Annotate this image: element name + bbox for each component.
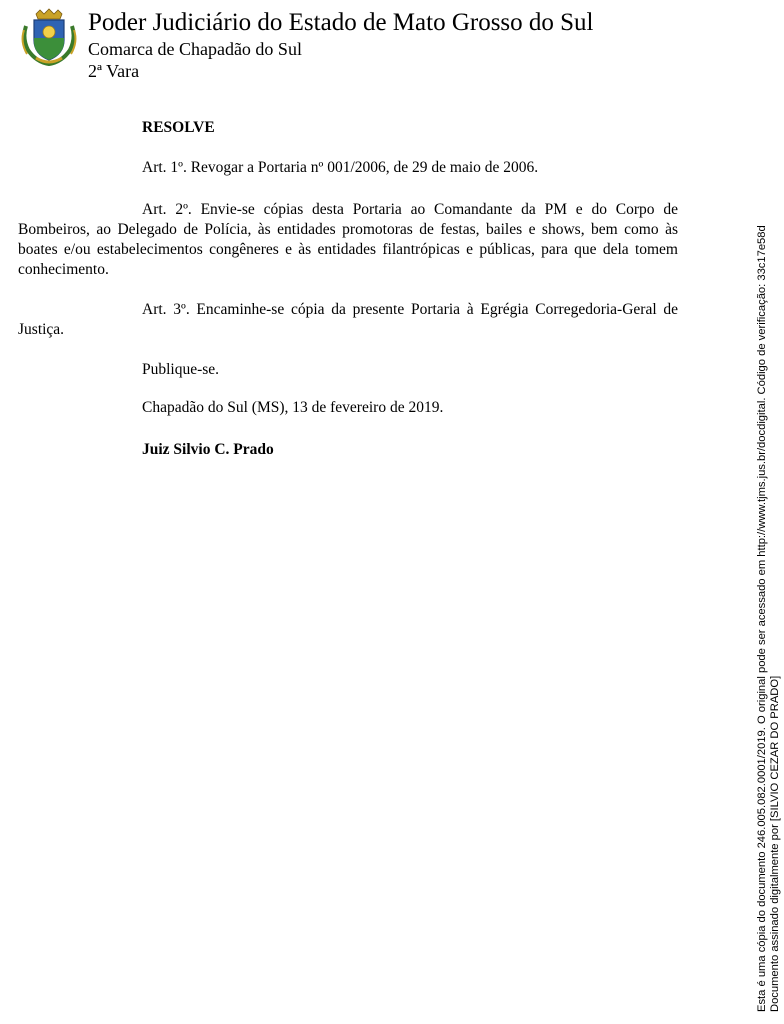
vara-name: 2ª Vara bbox=[88, 61, 140, 81]
coat-of-arms-icon bbox=[18, 8, 80, 66]
publique-line: Publique-se. bbox=[142, 361, 220, 378]
verification-line: Esta é uma cópia do documento 246.005.082.0001/2019. O original pode ser acessado em http://www.tjms.jus.br/docdigital. Código de verificação: 33c17e58d bbox=[756, 225, 768, 1012]
verification-note bbox=[756, 225, 782, 1012]
signature-line: Documento assinado digitalmente por [SILVIO CEZAR DO PRADO] bbox=[769, 675, 781, 1012]
comarca-name: Comarca de Chapadão do Sul bbox=[88, 39, 302, 59]
header-text-block bbox=[88, 8, 594, 82]
judge-signature: Juiz Silvio C. Prado bbox=[142, 441, 274, 458]
document-body bbox=[18, 118, 678, 460]
resolve-heading: RESOLVE bbox=[142, 119, 215, 136]
document-header bbox=[18, 8, 758, 88]
article-3: Art. 3º. Encaminhe-se cópia da presente Portaria à Egrégia Corregedoria-Geral de Justiça. bbox=[18, 301, 678, 338]
article-2: Art. 2º. Envie-se cópias desta Portaria ao Comandante da PM e do Corpo de Bombeiros, ao Delegado de Polícia, às entidades promotoras de festas, bailes e shows, bem como às boates e/ou estabelecimentos congêneres e às entidades filantrópicas e públicas, para que dela tomem conhecimento. bbox=[18, 201, 678, 278]
article-1: Art. 1º. Revogar a Portaria nº 001/2006, de 29 de maio de 2006. bbox=[142, 159, 539, 176]
court-title: Poder Judiciário do Estado de Mato Grosso do Sul bbox=[88, 9, 594, 36]
place-date: Chapadão do Sul (MS), 13 de fevereiro de 2019. bbox=[142, 399, 444, 416]
